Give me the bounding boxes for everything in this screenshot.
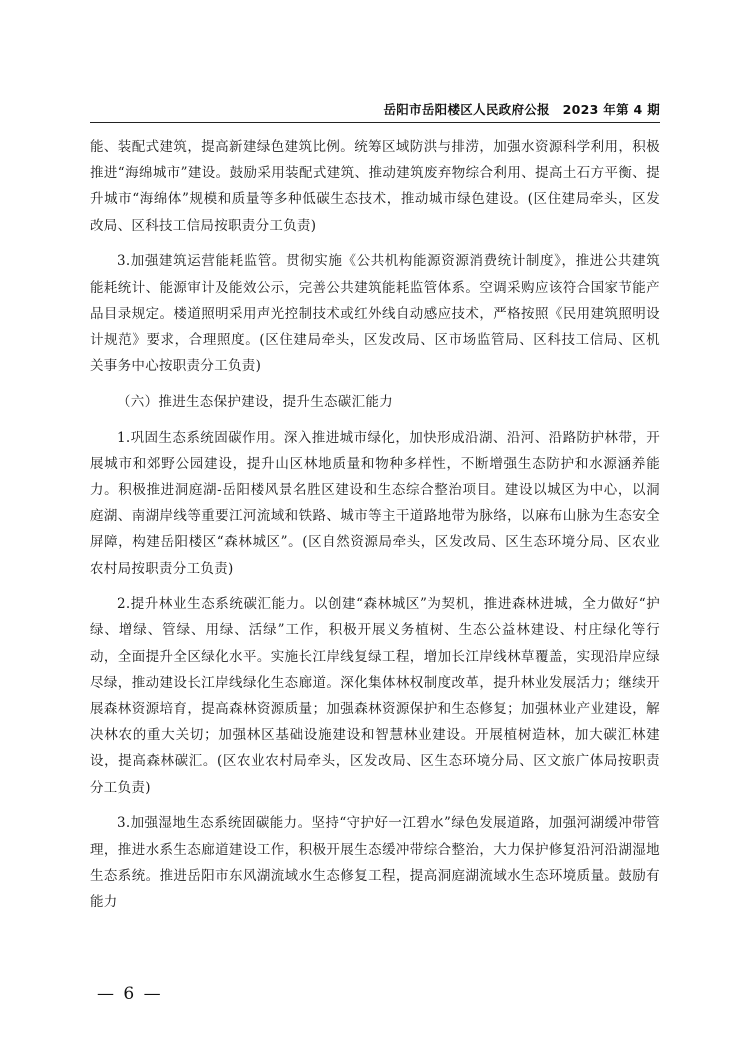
paragraph-item-3-wetland-carbon: 3.加强湿地生态系统固碳能力。坚持“守护好一江碧水”绿色发展道路，加强河湖缓冲带管理，推进水系生态廊道建设工作，积极开展生态缓冲带综合整治，大力保护修复沿河沿湖湿地生态系统。推进岳阳市东风湖流域水生态修复工程，提高洞庭湖流域水生态环境质量。鼓励有能力 — [90, 815, 660, 910]
page-number: — 6 — — [97, 984, 163, 1004]
paragraph-continuation: 能、装配式建筑，提高新建绿色建筑比例。统筹区域防洪与排涝，加强水资源科学利用，积极推进“海绵城市”建设。鼓励采用装配式建筑、推动建筑废弃物综合利用、提高土石方平衡、提升城市“海绵体”规模和质量等多种低碳生态技术，推动城市绿色建设。(区住建局牵头，区发改局、区科技工信局按职责分工负责) — [90, 139, 660, 234]
paragraph-item-1-ecosystem-carbon: 1.巩固生态系统固碳作用。深入推进城市绿化，加快形成沿湖、沿河、沿路防护林带，开展城市和郊野公园建设，提升山区林地质量和物种多样性，不断增强生态防护和水源涵养能力。积极推进洞庭湖-岳阳楼风景名胜区建设和生态综合整治项目。建设以城区为中心，以洞庭湖、南湖岸线等重要江河流域和铁路、城市等主干道路地带为脉络，以麻布山脉为生态安全屏障，构建岳阳楼区“森林城区”。(区自然资源局牵头，区发改局、区生态环境分局、区农业农村局按职责分工负责) — [90, 429, 660, 577]
document-body — [90, 134, 660, 925]
header-divider — [90, 122, 660, 123]
section-heading-6: （六）推进生态保护建设，提升生态碳汇能力 — [117, 393, 393, 410]
gazette-header: 岳阳市岳阳楼区人民政府公报 2023 年第 4 期 — [383, 102, 660, 117]
paragraph-item-2-forestry-carbon: 2.提升林业生态系统碳汇能力。以创建“森林城区”为契机，推进森林进城，全力做好“护绿、增绿、管绿、用绿、活绿”工作，积极开展义务植树、生态公益林建设、村庄绿化等行动，全面提升全区绿化水平。实施长江岸线复绿工程，增加长江岸线林草覆盖，实现沿岸应绿尽绿，推动建设长江岸线绿化生态廊道。深化集体林权制度改革，提升林业发展活力；继续开展森林资源培育，提高森林资源质量；加强森林资源保护和生态修复；加强林业产业建设，解决林农的重大关切；加强林区基础设施建设和智慧林业建设。开展植树造林，加大碳汇林建设，提高森林碳汇。(区农业农村局牵头，区发改局、区生态环境分局、区文旅广体局按职责分工负责) — [90, 596, 660, 796]
paragraph-item-3-building-energy: 3.加强建筑运营能耗监管。贯彻实施《公共机构能源资源消费统计制度》，推进公共建筑能耗统计、能源审计及能效公示，完善公共建筑能耗监管体系。空调采购应该符合国家节能产品目录规定。楼道照明采用声光控制技术或红外线自动感应技术，严格按照《民用建筑照明设计规范》要求，合理照度。(区住建局牵头，区发改局、区市场监管局、区科技工信局、区机关事务中心按职责分工负责) — [90, 253, 660, 375]
